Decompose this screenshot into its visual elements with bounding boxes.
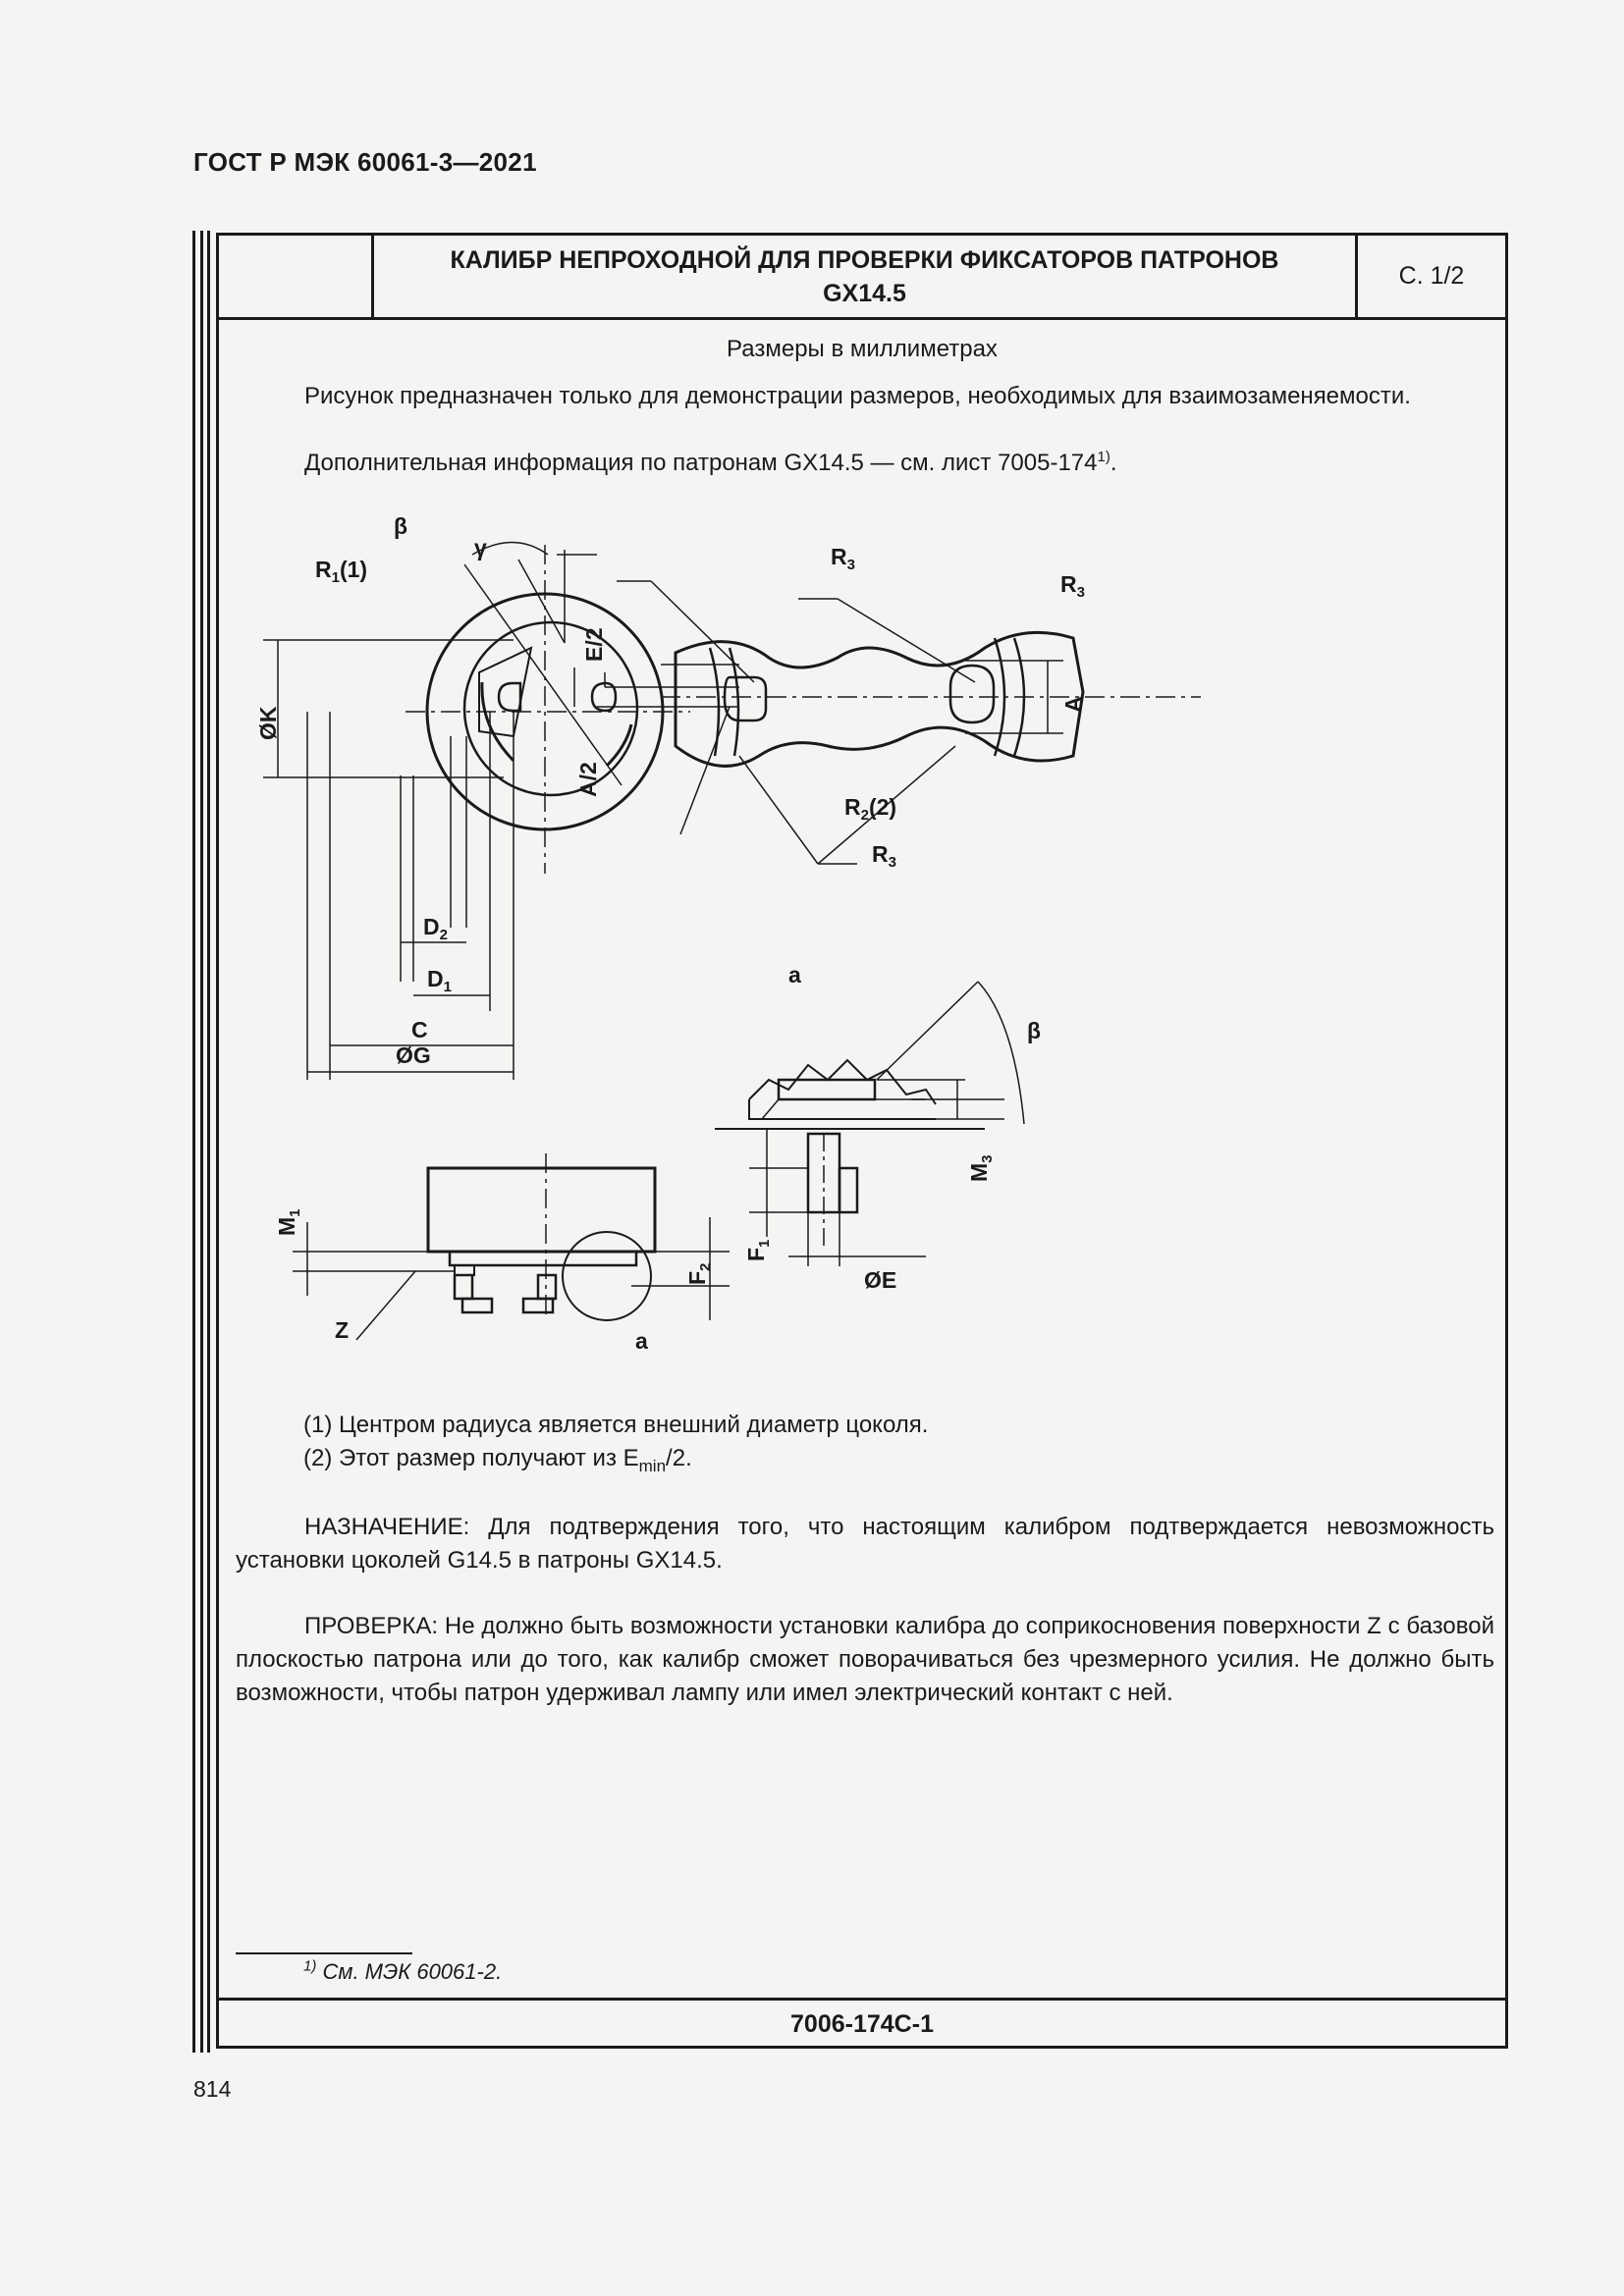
label-c: C — [411, 1017, 428, 1042]
binding-line-1 — [192, 231, 195, 2053]
footnote-mark: 1) — [303, 1957, 317, 1975]
label-r3-bottom: $R_3$ — [872, 841, 896, 871]
footnote-ref: 1) — [1097, 449, 1110, 465]
label-r1: $R_1(1)$ — [315, 557, 368, 586]
label-m3: $M_3$ — [966, 1154, 996, 1182]
label-r3-top-left: $R_3$ — [831, 544, 855, 573]
label-e-half: E/2 — [581, 627, 607, 662]
label-beta: β — [394, 513, 408, 539]
front-view-labels — [255, 513, 487, 1068]
intro-text-2: Дополнительная информация по патронам GX14.5 — см. лист 7005-174 — [304, 450, 1098, 476]
label-f2: $F_2$ — [684, 1262, 714, 1285]
label-d1: $D_1$ — [427, 966, 452, 995]
label-detail-a-top: a — [788, 962, 801, 988]
standard-header: ГОСТ Р МЭК 60061-3—2021 — [193, 147, 537, 177]
check-paragraph: ПРОВЕРКА: Не должно быть возможности установки калибра до соприкосновения поверхности Z с базовой плоскостью патрона или до того, как калибр сможет поворачиваться без чрезмерного усилия. Не должно быть возможности, чтобы патрон удерживал лампу или имел электрический контакт с ней. — [236, 1613, 1494, 1706]
label-m1: $M_1$ — [274, 1208, 303, 1236]
sheet-title-line-2: GX14.5 — [823, 279, 906, 307]
label-z: Z — [335, 1317, 350, 1343]
label-dg: ØG — [396, 1042, 431, 1068]
label-beta-detail: β — [1027, 1018, 1042, 1043]
sheet-title-line-1: КАЛИБР НЕПРОХОДНОЙ ДЛЯ ПРОВЕРКИ ФИКСАТОРОВ ПАТРОНОВ — [450, 245, 1279, 274]
note-2-suffix: /2. — [666, 1445, 692, 1471]
label-r3-top-right: $R_3$ — [1060, 571, 1085, 601]
units-note: Размеры в миллиметрах — [727, 336, 998, 362]
elevation-view — [293, 1153, 730, 1340]
detail-a-view — [715, 982, 1024, 1266]
label-d2: $D_2$ — [423, 914, 448, 943]
label-detail-a-bottom: a — [635, 1328, 648, 1354]
note-1: (1) Центром радиуса является внешний диаметр цоколя. — [303, 1412, 929, 1438]
intro-text-1: Рисунок предназначен только для демонстрации размеров, необходимых для взаимозаменяемости. — [304, 383, 1411, 409]
label-r2: $R_2(2)$ — [844, 794, 897, 824]
sheet-footer — [219, 1998, 1505, 2049]
sheet-frame — [216, 233, 1508, 2049]
label-a-half: A/2 — [575, 762, 601, 797]
label-a: A — [1060, 696, 1086, 713]
elevation-labels — [274, 1208, 714, 1354]
label-f1: $F_1$ — [743, 1239, 773, 1261]
footnote — [303, 1959, 502, 1985]
footnote-text: См. МЭК 60061-2. — [322, 1959, 503, 1984]
sheet-page-ref: С. 1/2 — [1398, 262, 1465, 290]
binding-line-3 — [207, 231, 210, 2053]
intro-text-2-end: . — [1110, 450, 1117, 476]
detail-a-labels — [743, 962, 1041, 1293]
gauge-drawing — [219, 236, 1505, 1364]
page-number: 814 — [193, 2076, 232, 2102]
front-view — [263, 543, 690, 1081]
side-view — [574, 581, 1201, 864]
note-2 — [303, 1442, 692, 1475]
footnote-rule — [236, 1952, 412, 1954]
note-2-prefix: (2) Этот размер получают из E — [303, 1445, 639, 1471]
label-de: ØE — [864, 1267, 897, 1293]
purpose-paragraph: НАЗНАЧЕНИЕ: Для подтверждения того, что настоящим калибром подтверждается невозможность установки цоколей G14.5 в патроны GX14.5. — [236, 1514, 1494, 1574]
sheet-code: 7006-174С-1 — [790, 2010, 934, 2038]
label-dk: ØK — [255, 706, 281, 740]
note-2-subscript: min — [638, 1456, 667, 1475]
label-gamma: γ — [474, 535, 487, 561]
binding-line-2 — [200, 231, 203, 2053]
